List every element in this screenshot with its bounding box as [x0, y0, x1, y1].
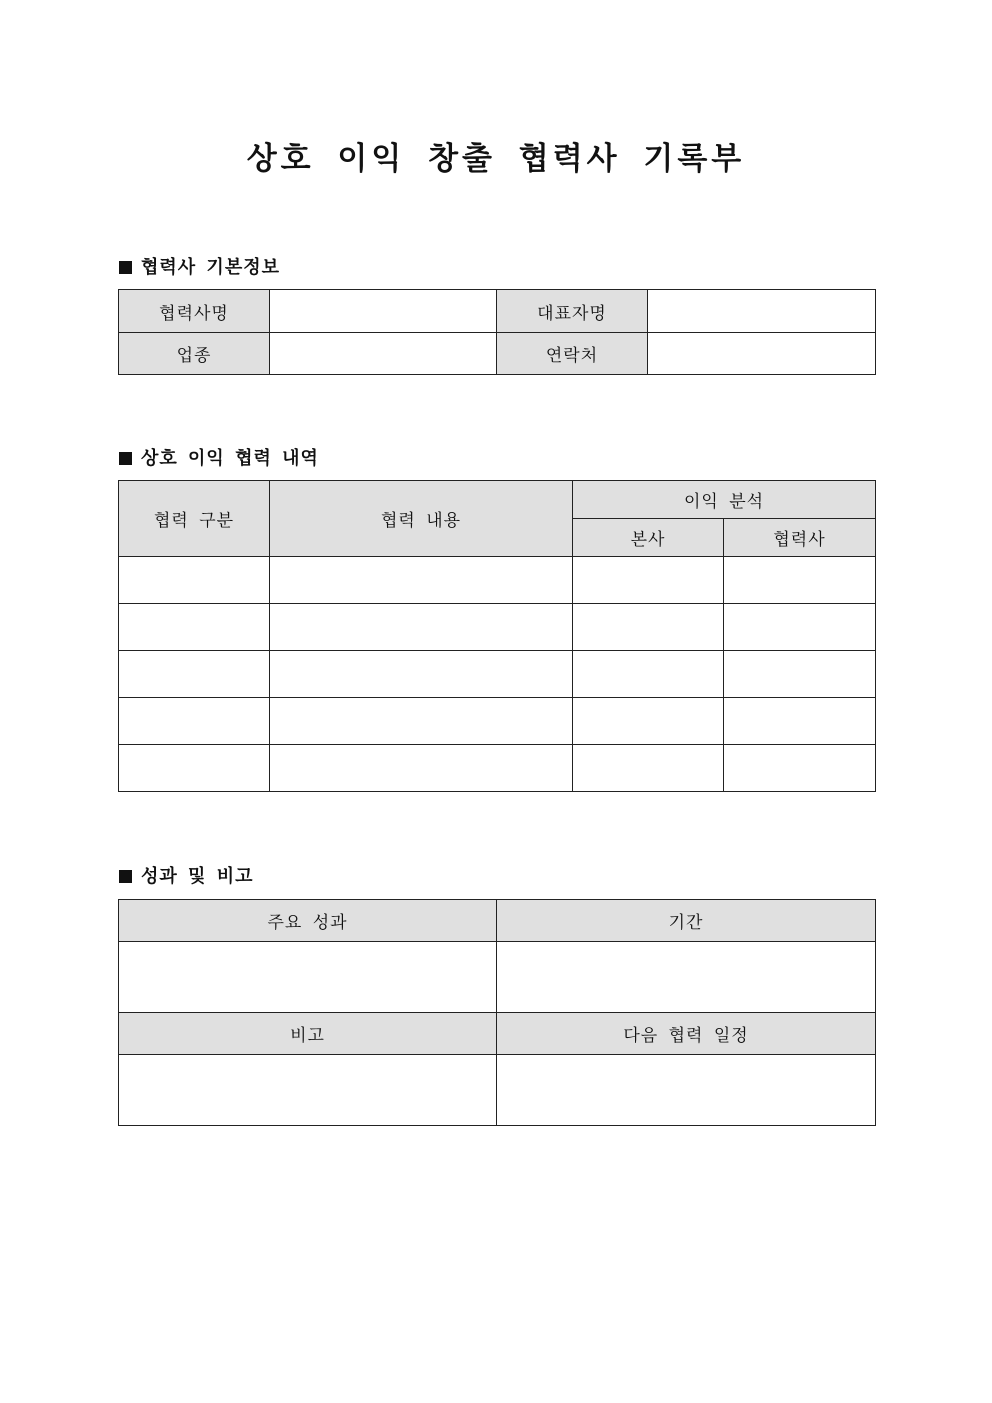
cell-partner[interactable]	[724, 651, 876, 698]
cooperation-table	[118, 480, 876, 792]
cell-content[interactable]	[270, 698, 573, 745]
table-row	[119, 698, 876, 745]
label-ceo-name: 대표자명	[497, 290, 648, 333]
cell-hq[interactable]	[573, 604, 724, 651]
cell-partner[interactable]	[724, 604, 876, 651]
field-next-schedule[interactable]	[497, 1055, 876, 1126]
field-achievement[interactable]	[119, 942, 497, 1013]
table-row	[119, 651, 876, 698]
header-hq: 본사	[573, 519, 724, 557]
cell-partner[interactable]	[724, 745, 876, 792]
field-period[interactable]	[497, 942, 876, 1013]
field-remarks[interactable]	[119, 1055, 497, 1126]
header-remarks: 비고	[119, 1013, 497, 1055]
cell-hq[interactable]	[573, 651, 724, 698]
section-heading-label: 협력사 기본정보	[141, 257, 280, 278]
section-heading-results	[119, 862, 253, 888]
cell-hq[interactable]	[573, 557, 724, 604]
cell-content[interactable]	[270, 651, 573, 698]
cell-hq[interactable]	[573, 745, 724, 792]
cell-hq[interactable]	[573, 698, 724, 745]
label-contact: 연락처	[497, 333, 648, 375]
section-heading-label: 성과 및 비고	[141, 866, 254, 887]
header-next-schedule: 다음 협력 일정	[497, 1013, 876, 1055]
cell-category[interactable]	[119, 604, 270, 651]
field-contact[interactable]	[648, 333, 876, 375]
cell-content[interactable]	[270, 745, 573, 792]
header-achievement: 주요 성과	[119, 900, 497, 942]
basic-info-table	[118, 289, 876, 375]
cell-category[interactable]	[119, 698, 270, 745]
cell-category[interactable]	[119, 557, 270, 604]
cell-category[interactable]	[119, 745, 270, 792]
field-ceo-name[interactable]	[648, 290, 876, 333]
cell-partner[interactable]	[724, 557, 876, 604]
field-industry[interactable]	[270, 333, 497, 375]
header-benefit-analysis: 이익 분석	[573, 481, 876, 519]
header-partner: 협력사	[724, 519, 876, 557]
cell-content[interactable]	[270, 557, 573, 604]
header-category: 협력 구분	[119, 481, 270, 557]
cell-partner[interactable]	[724, 698, 876, 745]
label-industry: 업종	[119, 333, 270, 375]
table-row	[119, 745, 876, 792]
document-title: 상호 이익 창출 협력사 기록부	[246, 141, 746, 177]
field-company-name[interactable]	[270, 290, 497, 333]
square-bullet-icon	[119, 452, 132, 465]
square-bullet-icon	[119, 870, 132, 883]
header-period: 기간	[497, 900, 876, 942]
results-table	[118, 899, 876, 1126]
header-content: 협력 내용	[270, 481, 573, 557]
section-heading-basic-info	[119, 253, 280, 279]
square-bullet-icon	[119, 261, 132, 274]
table-row	[119, 604, 876, 651]
table-row	[119, 557, 876, 604]
cell-content[interactable]	[270, 604, 573, 651]
cell-category[interactable]	[119, 651, 270, 698]
section-heading-cooperation	[119, 444, 319, 470]
section-heading-label: 상호 이익 협력 내역	[141, 448, 319, 469]
label-company-name: 협력사명	[119, 290, 270, 333]
